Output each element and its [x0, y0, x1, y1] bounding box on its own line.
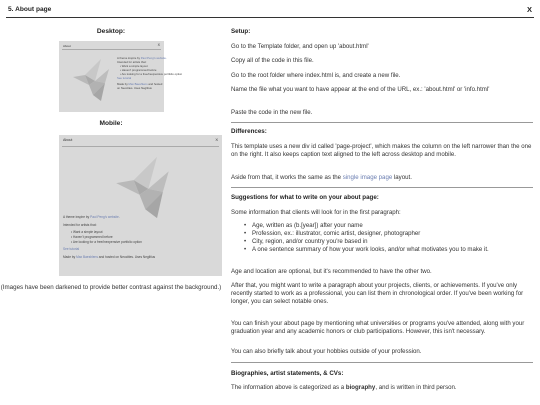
- suggestions-intro: Some information that clients will look for in the first paragraph:: [231, 209, 401, 216]
- image-caption: (Images have been darkened to provide better contrast against the background.): [0, 284, 222, 291]
- origami-bird-icon: [103, 151, 179, 221]
- desktop-shot-line: Intended for artists that:: [117, 60, 147, 65]
- bios-heading: Biographies, artist statements, & CVs:: [231, 370, 344, 377]
- origami-bird-icon: [65, 55, 115, 103]
- setup-step-5: Paste the code in the new file.: [231, 109, 313, 116]
- setup-step-2: Copy all of the code in this file.: [231, 57, 314, 64]
- mobile-shot-close: X: [215, 137, 218, 142]
- desktop-shot-line: • Want a simple layout: [120, 64, 148, 69]
- section-divider: [231, 362, 533, 363]
- list-item: • City, region, and/or country you're based in: [244, 238, 534, 246]
- setup-step-4: Name the file what you want to have appear at the end of the URL, ex.: 'about.html' or 'info.html': [231, 86, 490, 93]
- mobile-shot-line: See tutorial: [63, 247, 80, 252]
- differences-note: Aside from that, it works the same as the single image page layout.: [231, 174, 412, 181]
- mobile-shot-line: • Haven't programmed before: [71, 234, 113, 239]
- list-item: • Profession, ex.: illustrator, comic artist, designer, photographer: [244, 230, 534, 238]
- desktop-screenshot-frame: [59, 41, 183, 112]
- suggestions-list: [244, 222, 534, 254]
- suggestions-paragraph-4: You can also briefly talk about your hobbies outside of your profession.: [231, 348, 422, 355]
- desktop-shot-line: Made by Max Baeshlens and hosted on Neocities. Uses Neglitius: [117, 82, 163, 91]
- top-bar: [0, 0, 540, 22]
- section-divider: [231, 187, 533, 188]
- top-divider: [6, 17, 534, 18]
- mobile-heading: Mobile:: [99, 120, 123, 127]
- desktop-shot-title: About: [63, 44, 71, 48]
- suggestions-paragraph-3: You can finish your about page by mentioning what universities or programs you've attended, along with your graduation year and any academic honors or club participations. However, this isn't necessary.: [231, 320, 525, 336]
- mobile-shot-line: • Are looking for a free/inexpensive portfolio option: [71, 239, 142, 244]
- setup-step-1: Go to the Template folder, and open up 'about.html': [231, 43, 369, 50]
- section-divider: [231, 122, 533, 123]
- desktop-shot-divider: [62, 49, 161, 50]
- mobile-shot-title: About: [63, 138, 73, 142]
- suggestions-paragraph-2: After that, you might want to write a paragraph about your projects, clients, or achievements. If you've only recently started to work as a professional, you can list them in chronological order. If you've been working for longer, you can select notable ones.: [231, 282, 524, 306]
- desktop-shot-line: A theme inspire by Paul Peng's website.: [117, 56, 167, 60]
- suggestions-heading: Suggestions for what to write on your about page:: [231, 194, 379, 201]
- desktop-shot-line: • Are looking for a free/inexpensive portfolio option: [120, 72, 183, 77]
- desktop-heading: Desktop:: [96, 28, 126, 35]
- mobile-shot-line: Intended for artists that:: [63, 222, 97, 227]
- page-title: 5. About page: [8, 6, 52, 13]
- mobile-shot-line: • Want a simple layout: [71, 230, 103, 235]
- setup-step-3: Go to the root folder where index.html is, and create a new file.: [231, 72, 401, 79]
- differences-heading: Differences:: [231, 128, 267, 135]
- list-item: • Age, written as (b.[year]) after your name: [244, 222, 534, 230]
- mobile-shot-line: A theme inspire by Paul Peng's website.: [63, 215, 120, 219]
- differences-paragraph: This template uses a new div id called 'page-project', which makes the column on the left narrower than the one on the right. It also keeps caption text aligned to the left across desktop and mobile.: [231, 143, 532, 159]
- suggestions-paragraph-1: Age and location are optional, but it's recommended to have the other two.: [231, 268, 432, 275]
- mobile-screenshot-frame: [59, 135, 222, 276]
- mobile-shot-text: [63, 215, 155, 259]
- bios-paragraph: The information above is categorized as a biography, and is written in third person.: [231, 384, 457, 391]
- mobile-shot-line: Made by Max Baeshlens and hosted on Neocities. Uses Neglitius: [63, 254, 156, 259]
- desktop-shot-line: • Haven't programmed before: [120, 68, 157, 73]
- mobile-shot-divider: [62, 146, 219, 147]
- single-image-page-link[interactable]: single image page: [342, 174, 393, 181]
- setup-heading: Setup:: [231, 28, 251, 35]
- close-button[interactable]: X: [526, 5, 532, 14]
- desktop-shot-close: X: [157, 43, 160, 47]
- list-item: • A one sentence summary of how your work looks, and/or what motivates you to make it.: [244, 246, 534, 254]
- desktop-shot-line: See tutorial: [117, 76, 132, 81]
- desktop-shot-text: [117, 56, 182, 90]
